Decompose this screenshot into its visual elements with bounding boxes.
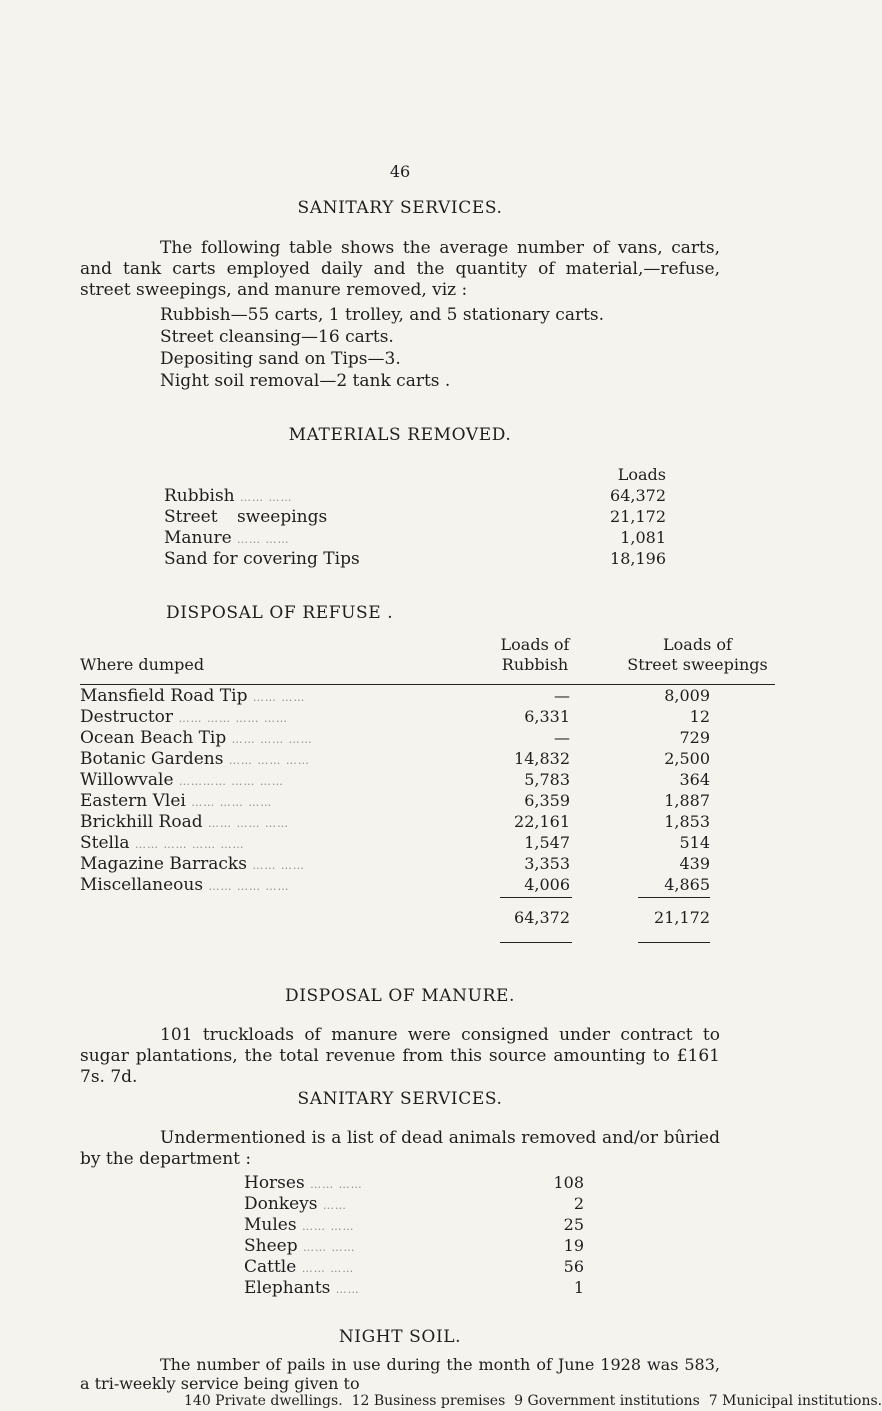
dot-leader: …… …… [252,859,305,872]
sweepings-cell: 1,887 [664,791,710,810]
materials-row-value: 1,081 [620,528,666,547]
table-row: Stella …… …… …… …… [80,833,245,853]
manure-paragraph: 101 truckloads of manure were consigned under contract to sugar plantations, the total revenue from this source amounting to £161 7s. 7d. [80,1025,720,1087]
animal-row-value: 25 [563,1215,584,1234]
night-soil-items [184,1393,882,1409]
sweepings-cell: 729 [679,728,710,747]
section-heading-sanitary-services: SANITARY SERVICES. [297,198,503,218]
table-header-rule [80,684,775,685]
animal-row-value: 19 [563,1236,584,1255]
intro-paragraph: The following table shows the average number of vans, carts, and tank carts employed daily and the quantity of material,—refuse, street sweepings, and manure removed, viz : [80,238,720,300]
materials-row-label: Manure …… …… [164,528,290,548]
animal-row-label: Mules …… …… [244,1215,355,1235]
sweepings-cell: 4,865 [664,875,710,894]
sweepings-cell: 439 [679,854,710,873]
dot-leader: …… …… …… [208,817,290,830]
animal-row-label: Donkeys …… [244,1194,347,1214]
animal-row-label: Sheep …… …… [244,1236,356,1256]
animal-row-value: 56 [563,1257,584,1276]
dot-leader: …… …… [240,491,293,504]
rubbish-cell: 4,006 [524,875,570,894]
vehicle-line-depositing-sand: Depositing sand on Tips—3. [160,349,401,369]
materials-row-label: Sand for covering Tips [164,549,360,569]
materials-removed-heading: MATERIALS REMOVED. [288,425,512,445]
table-row: Brickhill Road …… …… …… [80,812,290,832]
table-row: Willowvale ………… …… …… [80,770,284,790]
vehicle-line-night-soil: Night soil removal—2 tank carts . [160,371,451,391]
rubbish-cell: 3,353 [524,854,570,873]
rubbish-cell: 14,832 [514,749,570,768]
total-rule-rubbish [500,897,572,898]
dot-leader: …… …… …… [231,733,313,746]
col-header-rubbish: Loads of Rubbish [500,635,570,674]
table-row: Ocean Beach Tip …… …… …… [80,728,313,748]
vehicle-line-rubbish: Rubbish—55 carts, 1 trolley, and 5 stationary carts. [160,305,605,325]
night-soil-item: 7 Municipal institutions. [708,1393,882,1409]
materials-row-value: 64,372 [610,486,666,505]
materials-row-value: 21,172 [610,507,666,526]
dot-leader: …… …… …… [228,754,310,767]
total-underline-sweepings [638,942,710,943]
animal-row-label: Elephants …… [244,1278,360,1298]
dot-leader: …… [335,1283,360,1296]
rubbish-cell: — [554,728,570,747]
dot-leader: …… [322,1199,347,1212]
total-rule-sweepings [638,897,710,898]
dot-leader: …… …… [252,691,306,704]
dot-leader: …… …… [301,1220,355,1233]
page-number: 46 [389,162,411,181]
col-header-where-dumped: Where dumped [80,655,205,674]
animal-row-label: Horses …… …… [244,1173,363,1193]
night-soil-intro: The number of pails in use during the month of June 1928 was 583, a tri-weekly service being given to [80,1355,720,1393]
materials-row-label: Rubbish …… …… [164,486,293,506]
table-row: Mansfield Road Tip …… …… [80,686,306,706]
dot-leader: …… …… [303,1241,356,1254]
dot-leader: …… …… …… [208,880,290,893]
animal-row-label: Cattle …… …… [244,1257,355,1277]
table-row: Destructor …… …… …… …… [80,707,288,727]
animal-row-value: 1 [573,1278,584,1297]
sweepings-cell: 1,853 [664,812,710,831]
disposal-of-refuse-heading: DISPOSAL OF REFUSE . [166,603,394,623]
dot-leader: …… …… …… …… [134,838,245,851]
rubbish-cell: 5,783 [524,770,570,789]
rubbish-cell: 22,161 [514,812,570,831]
sweepings-cell: 8,009 [664,686,710,705]
materials-unit-header: Loads [617,465,666,484]
disposal-of-manure-heading: DISPOSAL OF MANURE. [284,986,516,1006]
night-soil-item: 9 Government institutions [514,1393,700,1409]
total-underline-rubbish [500,942,572,943]
section-heading-sanitary-services-2: SANITARY SERVICES. [297,1089,503,1109]
table-row: Miscellaneous …… …… …… [80,875,290,895]
sweepings-cell: 12 [689,707,710,726]
table-row: Eastern Vlei …… …… …… [80,791,273,811]
dot-leader: …… …… …… [191,796,273,809]
animal-row-value: 2 [573,1194,584,1213]
table-row: Magazine Barracks …… …… [80,854,305,874]
rubbish-cell: 6,331 [524,707,570,726]
night-soil-item: 12 Business premises [351,1393,506,1409]
table-row: Botanic Gardens …… …… …… [80,749,310,769]
dot-leader: …… …… …… …… [178,712,288,725]
total-rubbish: 64,372 [514,908,570,927]
vehicle-line-street-cleansing: Street cleansing—16 carts. [160,327,394,347]
dot-leader: …… …… [237,533,290,546]
sweepings-cell: 2,500 [664,749,710,768]
rubbish-cell: 1,547 [524,833,570,852]
rubbish-cell: — [554,686,570,705]
night-soil-item: 140 Private dwellings. [184,1393,343,1409]
col-header-street-sweepings: Loads of Street sweepings [627,635,768,674]
animal-row-value: 108 [553,1173,584,1192]
sweepings-cell: 514 [679,833,710,852]
dot-leader: …… …… [301,1262,355,1275]
animals-intro: Undermentioned is a list of dead animals removed and/or bûried by the department : [80,1128,720,1169]
dot-leader: …… …… [310,1178,363,1191]
sweepings-cell: 364 [679,770,710,789]
rubbish-cell: 6,359 [524,791,570,810]
materials-row-value: 18,196 [610,549,666,568]
materials-row-label: Street sweepings [164,507,328,527]
dot-leader: ………… …… …… [178,775,284,788]
night-soil-heading: NIGHT SOIL. [338,1327,462,1347]
total-sweepings: 21,172 [654,908,710,927]
